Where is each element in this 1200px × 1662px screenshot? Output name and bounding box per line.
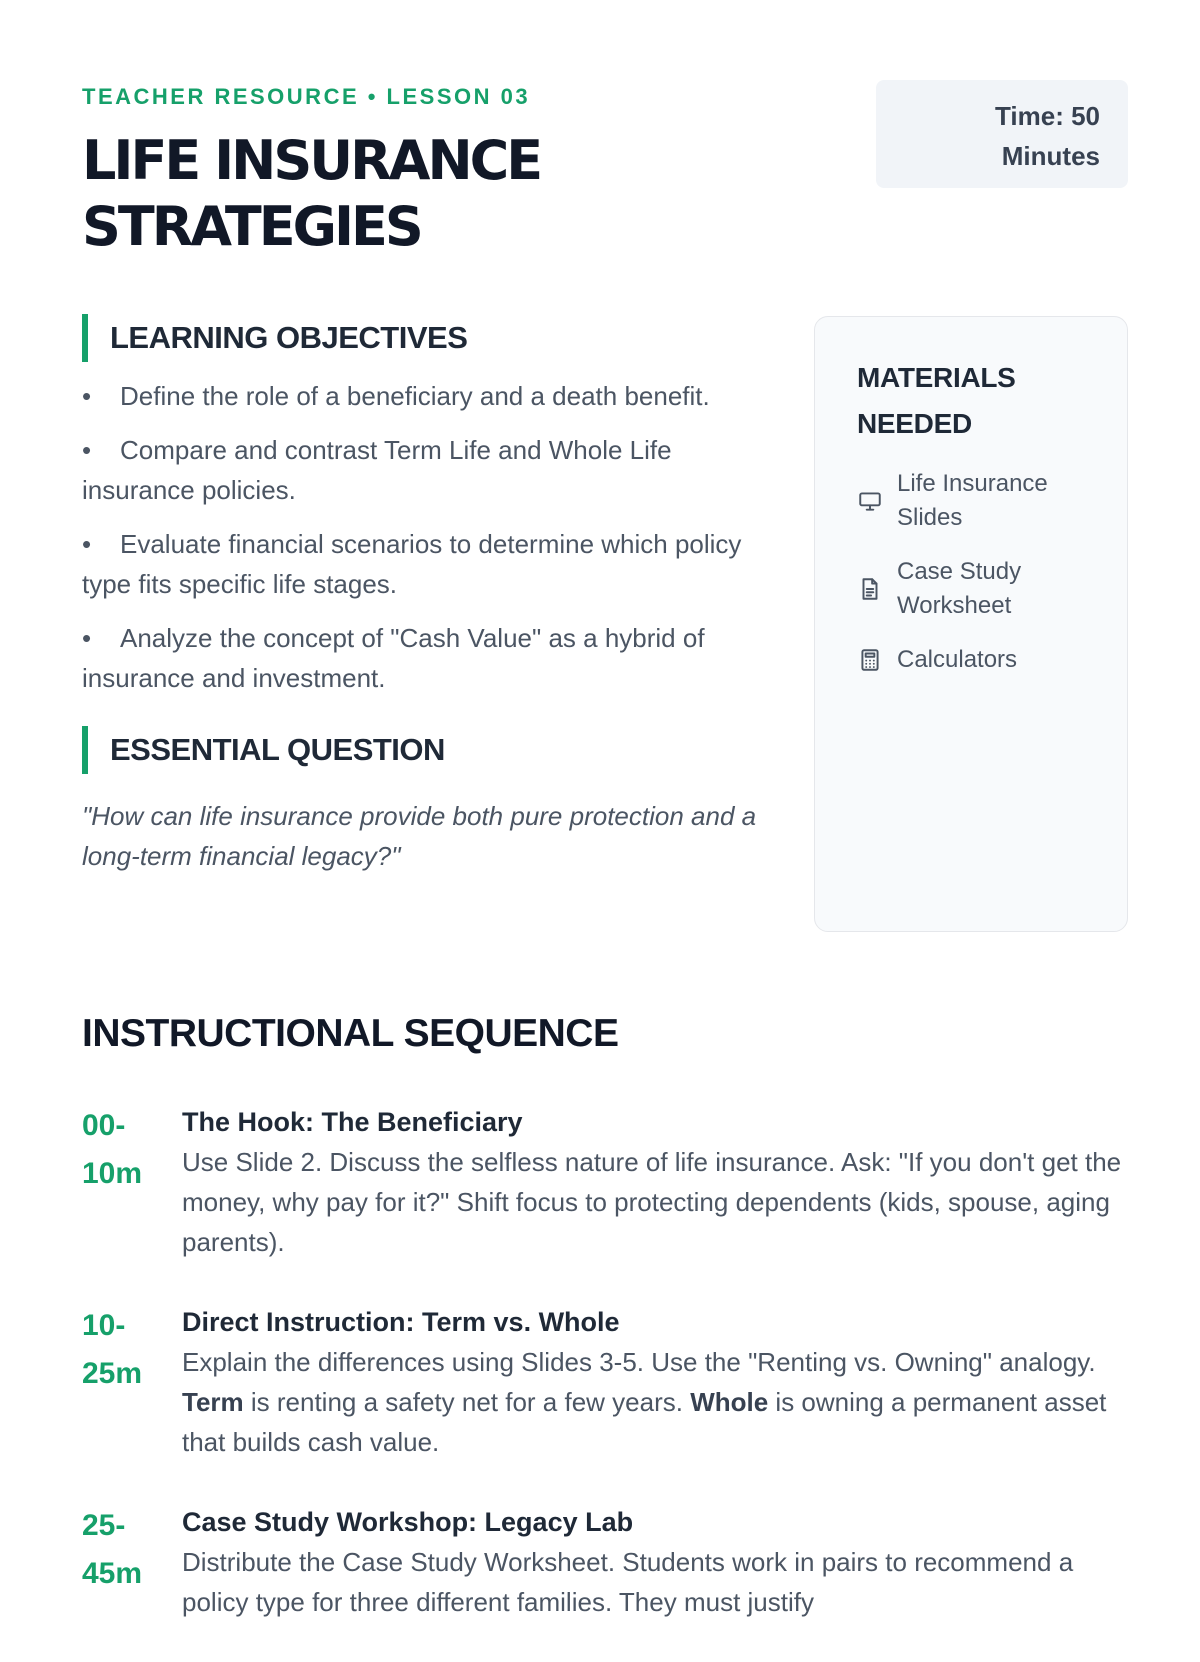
material-item-worksheet [857,555,1093,623]
document-icon [857,576,883,602]
sequence-text-part: Explain the differences using Slides 3-5. Use the "Renting vs. Owning" analogy. [182,1347,1096,1377]
materials-list [857,467,1093,677]
sequence-body [182,1302,1132,1462]
bullet: • [82,623,92,653]
objective-text: Evaluate financial scenarios to determine which policy type fits specific life stages. [82,529,742,599]
material-label: Calculators [897,646,1018,673]
sequence-title: Direct Instruction: Term vs. Whole [182,1307,620,1337]
objective-text: Define the role of a beneficiary and a death benefit. [120,381,710,411]
sequence-body [182,1502,1132,1622]
sequence-text [182,1342,1132,1462]
bullet: • [82,529,92,559]
lesson-title-line-1: LIFE INSURANCE [82,129,541,192]
bullet: • [82,381,92,411]
sequence-text: Use Slide 2. Discuss the selfless nature of life insurance. Ask: "If you don't get the money, why pay for it?" Shift focus to protecting dependents (kids, spouse, aging parents). [182,1147,1122,1257]
sequence-body [182,1102,1132,1262]
sequence-time: 00-10m [82,1109,143,1190]
lesson-eyebrow: TEACHER RESOURCE • LESSON 03 [82,84,531,109]
sequence-text-part: is owning a permanent asset that builds cash value. [182,1387,1107,1457]
objective-item [82,618,762,698]
material-item-calculators [857,643,1093,677]
sequence-text-part: is renting a safety net for a few years. [243,1387,691,1417]
sequence-text: Distribute the Case Study Worksheet. Students work in pairs to recommend a policy type for three different families. They must justify [182,1547,1074,1617]
sequence-item [82,1302,1132,1462]
sequence-item [82,1102,1132,1262]
material-label: Life Insurance Slides [897,470,1048,531]
calculator-icon [857,647,883,673]
sequence-list [82,1102,1132,1662]
time-badge [876,80,1128,188]
accent-bar [82,726,88,774]
objectives-list [82,376,762,698]
lesson-header [82,80,702,260]
objective-item [82,524,762,604]
materials-heading: MATERIALS NEEDED [857,362,1016,439]
whole-emphasis: Whole [690,1387,769,1417]
objective-item [82,430,762,510]
lesson-title [82,128,702,260]
sequence-item [82,1502,1132,1622]
bullet: • [82,435,92,465]
objective-text: Analyze the concept of "Cash Value" as a hybrid of insurance and investment. [82,623,705,693]
objectives-heading-text: LEARNING OBJECTIVES [110,320,468,355]
sequence-title: Case Study Workshop: Legacy Lab [182,1507,634,1537]
term-emphasis: Term [182,1387,244,1417]
monitor-icon [857,488,883,514]
material-label: Case Study Worksheet [897,558,1022,619]
time-badge-line-1: Time: 50 [994,101,1100,131]
sequence-title: The Hook: The Beneficiary [182,1107,523,1137]
essential-question-heading-text: ESSENTIAL QUESTION [110,732,445,767]
time-badge-line-2: Minutes [1001,141,1100,171]
sequence-heading: INSTRUCTIONAL SEQUENCE [82,1012,619,1055]
objectives-heading [82,314,762,362]
left-column [82,314,762,876]
materials-card [814,316,1128,932]
essential-question-heading [82,726,762,774]
sequence-time: 25-45m [82,1509,143,1590]
objective-text: Compare and contrast Term Life and Whole Life insurance policies. [82,435,672,505]
essential-question-quote: "How can life insurance provide both pure protection and a long-term financial legacy?" [82,801,757,871]
lesson-title-line-2: STRATEGIES [82,195,421,258]
accent-bar [82,314,88,362]
material-item-slides [857,467,1093,535]
sequence-time: 10-25m [82,1309,143,1390]
objective-item [82,376,762,416]
